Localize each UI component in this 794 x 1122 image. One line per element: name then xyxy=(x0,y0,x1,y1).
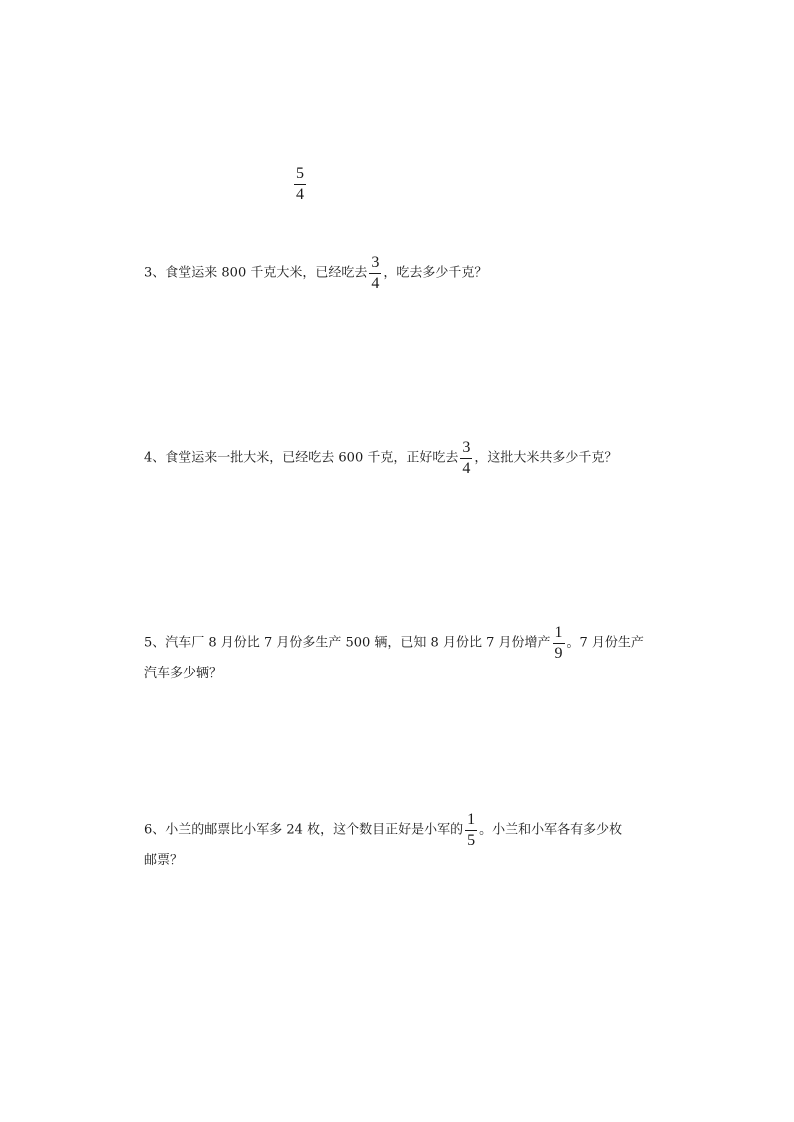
question-6-text-line-2: 邮票？ xyxy=(144,853,184,868)
question-3-fraction xyxy=(369,255,381,292)
question-5-text-before: 5、汽车厂 8 月份比 7 月份多生产 500 辆，已知 8 月份比 7 月份增产 xyxy=(144,635,551,651)
question-4-fraction xyxy=(460,440,472,477)
question-5 xyxy=(144,625,644,662)
fraction-denominator: 5 xyxy=(467,832,476,849)
fraction xyxy=(294,166,306,203)
question-6-line-2 xyxy=(144,851,183,872)
fraction-denominator: 4 xyxy=(371,275,380,292)
question-4-text-after: ，这批大米共多少千克？ xyxy=(474,450,618,466)
question-4-text-before: 4、食堂运来一批大米，已经吃去 600 千克，正好吃去 xyxy=(144,450,459,466)
standalone-fraction xyxy=(292,166,308,203)
question-3 xyxy=(144,255,487,292)
fraction-denominator: 4 xyxy=(296,186,304,203)
fraction-numerator: 3 xyxy=(460,440,472,459)
question-6-text-before: 6、小兰的邮票比小军多 24 枚，这个数目正好是小军的 xyxy=(144,822,464,838)
question-5-text-line-2: 汽车多少辆？ xyxy=(144,666,223,681)
fraction-denominator: 4 xyxy=(462,460,471,477)
fraction-numerator: 5 xyxy=(294,166,306,185)
fraction-numerator: 3 xyxy=(369,255,381,274)
fraction-numerator: 1 xyxy=(465,812,477,831)
question-3-text-after: ，吃去多少千克？ xyxy=(383,265,488,281)
fraction-numerator: 1 xyxy=(553,625,565,644)
question-4 xyxy=(144,440,617,477)
question-6 xyxy=(144,812,622,849)
question-5-text-after: 。7 月份生产 xyxy=(566,635,644,651)
question-6-text-after: 。小兰和小军各有多少枚 xyxy=(479,822,623,838)
question-6-fraction xyxy=(465,812,477,849)
question-5-line-2 xyxy=(144,664,222,685)
question-5-fraction xyxy=(553,625,565,662)
question-3-text-before: 3、食堂运来 800 千克大米，已经吃去 xyxy=(144,265,368,281)
fraction-denominator: 9 xyxy=(554,645,563,662)
